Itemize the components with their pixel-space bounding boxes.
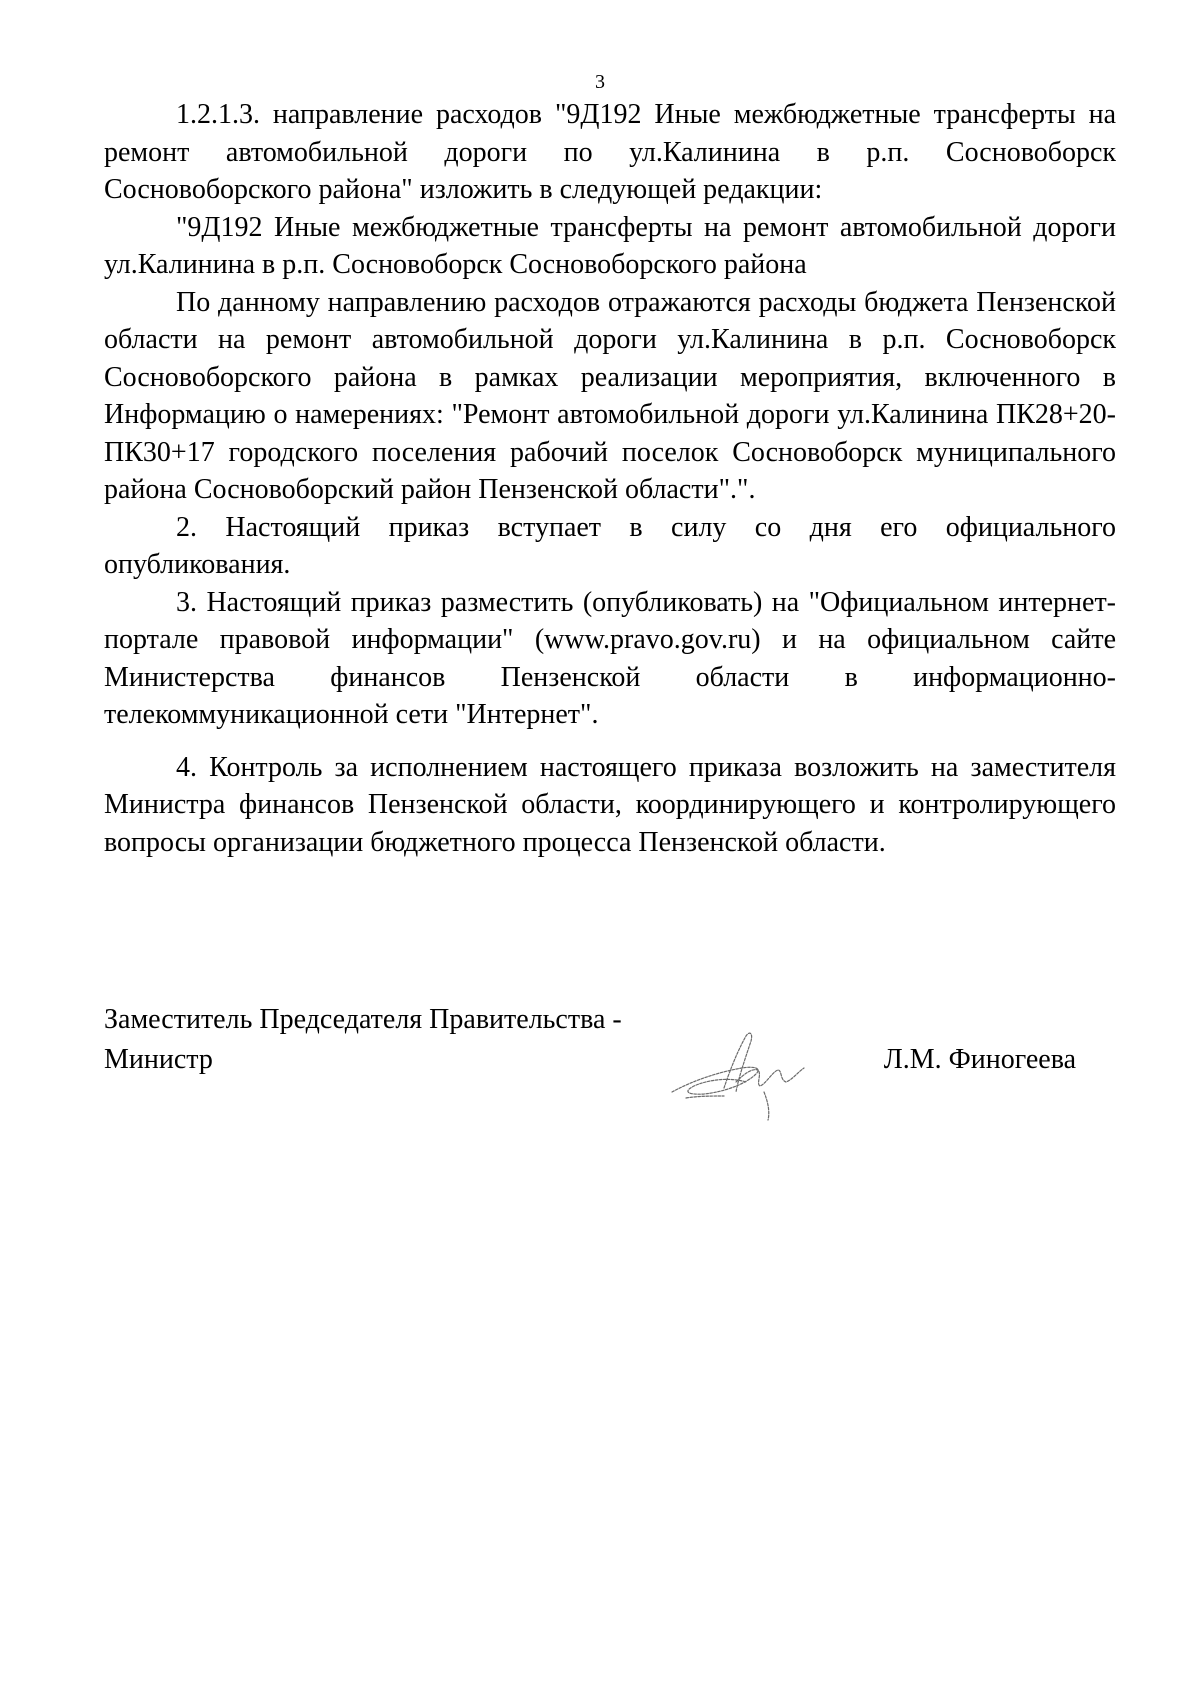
signatory-position-line-2: Министр xyxy=(104,1044,213,1075)
paragraph-1-2-1-3: 1.2.1.3. направление расходов "9Д192 Иные межбюджетные трансферты на ремонт автомобильной дороги по ул.Калинина в р.п. Сосновоборск Сосновоборского района" изложить в следующей редакции: xyxy=(104,99,1116,205)
signatory-position xyxy=(104,1000,704,1080)
paragraph-new-wording: "9Д192 Иные межбюджетные трансферты на ремонт автомобильной дороги ул.Калинина в р.п. Сосновоборск Сосновоборского района xyxy=(104,211,1116,280)
paragraph-expense-description: По данному направлению расходов отражаются расходы бюджета Пензенской области на ремонт автомобильной дороги ул.Калинина в р.п. Сосновоборск Сосновоборского района в рамках реализации мероприятия, включенного в Информацию о намерениях: "Ремонт автомобильной дороги ул.Калинина ПК28+20-ПК30+17 городского поселения рабочий поселок Сосновоборск муниципального района Сосновоборский район Пензенской области".". xyxy=(104,286,1116,505)
signatory-name: Л.М. Финогеева xyxy=(883,1044,1076,1075)
signature-block xyxy=(104,1000,1116,1120)
paragraph-control: 4. Контроль за исполнением настоящего приказа возложить на заместителя Министра финансов Пензенской области, координирующего и контролирующего вопросы организации бюджетного процесса Пензенской области. xyxy=(104,751,1116,858)
paragraph-effective-date: 2. Настоящий приказ вступает в силу со дня его официального опубликования. xyxy=(104,511,1116,580)
paragraph-publication: 3. Настоящий приказ разместить (опубликовать) на "Официальном интернет-портале правовой информации" (www.pravo.gov.ru) и на официальном сайте Министерства финансов Пензенской области в информационно-телекоммуникационной сети "Интернет". xyxy=(104,586,1116,730)
handwritten-signature xyxy=(664,1022,814,1122)
document-body xyxy=(104,96,1116,861)
signatory-position-line-1: Заместитель Председателя Правительства - xyxy=(104,1004,622,1035)
page-number: 3 xyxy=(595,71,605,93)
